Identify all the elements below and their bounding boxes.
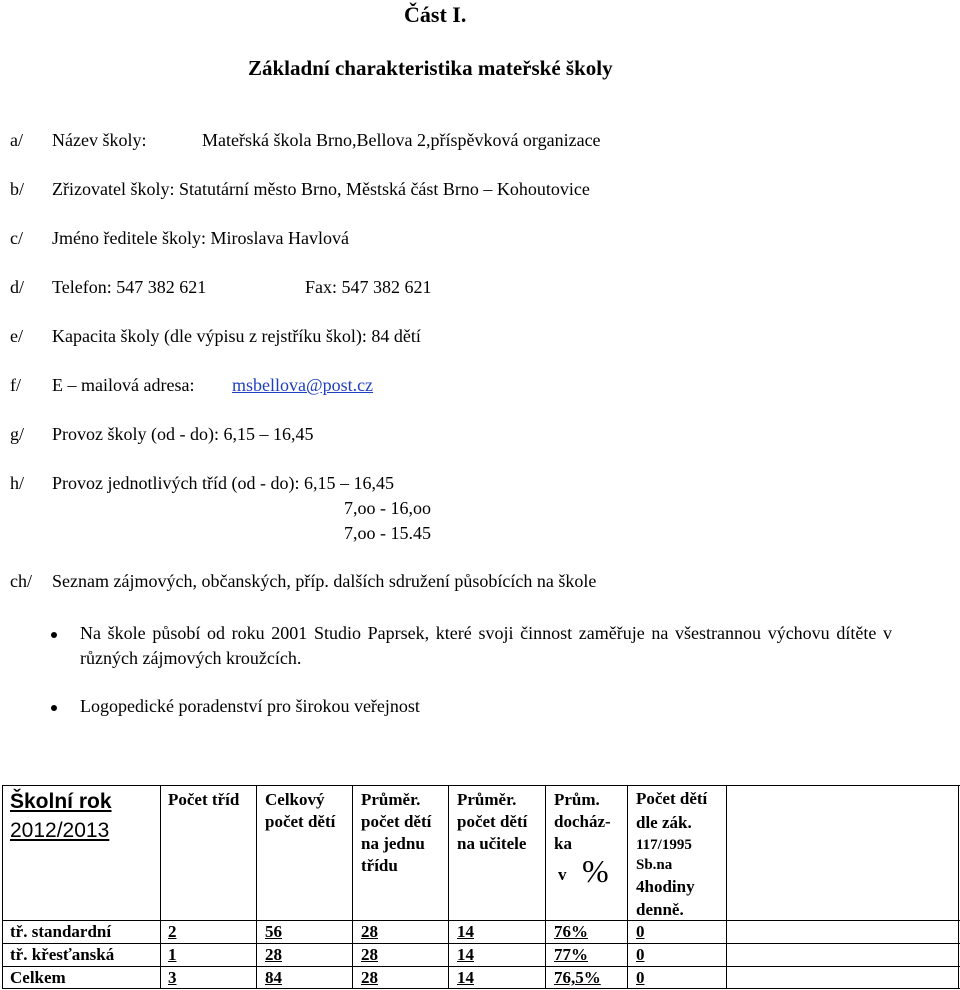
row-standard-classes: 2: [168, 922, 177, 941]
row-standard-special: 0: [636, 922, 645, 941]
header-classes: Počet tříd: [168, 790, 240, 809]
header-special-l4: Sb.na: [636, 857, 673, 873]
table-col-divider: [352, 785, 353, 989]
row-total-attendance: 76,5%: [554, 968, 601, 987]
item-f-label: f/: [10, 375, 21, 395]
header-attendance-v: v: [558, 865, 567, 884]
item-b-label: b/: [10, 179, 25, 199]
item-b-text: Zřizovatel školy: Statutární město Brno, Městská část Brno – Kohoutovice: [52, 179, 590, 199]
row-total-avg-class: 28: [361, 968, 378, 987]
row-christian-total: 28: [265, 945, 282, 964]
item-e-text: Kapacita školy (dle výpisu z rejstříku škol): 84 dětí: [52, 326, 421, 346]
item-d-label: d/: [10, 277, 25, 297]
row-christian-label: tř. křesťanská: [10, 945, 115, 964]
item-h-label: h/: [10, 473, 25, 493]
main-title: Základní charakteristika mateřské školy: [248, 56, 613, 80]
row-standard-avg-class: 28: [361, 922, 378, 941]
item-d-phone: Telefon: 547 382 621: [52, 277, 207, 297]
row-christian-avg-class: 28: [361, 945, 378, 964]
item-a-key: Název školy:: [52, 130, 147, 150]
header-special-l2: dle zák.: [636, 813, 692, 832]
email-link[interactable]: msbellova@post.cz: [232, 375, 374, 395]
row-total-classes: 3: [168, 968, 177, 987]
header-special-l6: denně.: [636, 900, 684, 919]
table-left-border: [2, 785, 3, 989]
row-total-avg-teacher: 14: [457, 968, 474, 987]
table-col-divider: [545, 785, 546, 989]
header-avg-teacher: Průměr. počet dětí na učitele: [457, 790, 528, 853]
statistics-table: [0, 785, 960, 990]
row-standard-attendance: 76%: [554, 922, 588, 941]
row-standard-avg-teacher: 14: [457, 922, 474, 941]
item-ch-text: Seznam zájmových, občanských, příp. dalších sdružení působících na škole: [52, 571, 597, 591]
item-g-label: g/: [10, 424, 25, 444]
header-total: Celkový počet dětí: [265, 790, 336, 831]
item-h-line2: 7,oo - 16,oo: [344, 498, 431, 518]
table-col-divider: [627, 785, 628, 989]
school-year-label: Školní rok: [10, 790, 112, 813]
row-total-label: Celkem: [10, 968, 66, 987]
part-title: Část I.: [404, 2, 467, 27]
item-c-text: Jméno ředitele školy: Miroslava Havlová: [52, 228, 349, 248]
table-col-divider: [726, 785, 727, 989]
row-christian-attendance: 77%: [554, 945, 588, 964]
header-special-l1: Počet dětí: [636, 789, 708, 808]
row-christian-classes: 1: [168, 945, 177, 964]
header-avg-class: Průměr. počet dětí na jednu třídu: [361, 790, 432, 875]
header-special-l3: 117/1995: [636, 837, 692, 853]
item-a-value: Mateřská škola Brno,Bellova 2,příspěvková organizace: [202, 130, 601, 150]
bullet-icon: [51, 632, 57, 638]
table-row-divider: [2, 943, 960, 944]
item-a-label: a/: [10, 130, 23, 150]
header-attendance-percent: %: [582, 853, 609, 889]
item-e-label: e/: [10, 326, 23, 346]
bullet-paragraph-1: Na škole působí od roku 2001 Studio Paprsek, které svoji činnost zaměřuje na všestrannou výchovu dítěte v různých zájmových kroužcích.: [80, 623, 892, 668]
row-standard-label: tř. standardní: [10, 922, 112, 941]
row-christian-special: 0: [636, 945, 645, 964]
item-ch-label: ch/: [10, 571, 32, 591]
table-row-divider: [2, 966, 960, 967]
item-h-line3: 7,oo - 15.45: [344, 523, 431, 543]
header-attendance: Prům. docház- ka: [554, 790, 611, 853]
item-g-text: Provoz školy (od - do): 6,15 – 16,45: [52, 424, 314, 444]
table-row-divider: [2, 920, 960, 921]
item-h-text: Provoz jednotlivých tříd (od - do): 6,15 – 16,45: [52, 473, 394, 493]
row-standard-total: 56: [265, 922, 282, 941]
item-f-text: E – mailová adresa:: [52, 375, 195, 395]
table-col-divider: [256, 785, 257, 989]
table-right-border: [958, 785, 959, 989]
row-total-total: 84: [265, 968, 282, 987]
school-year-value: 2012/2013: [10, 819, 110, 842]
row-total-special: 0: [636, 968, 645, 987]
header-special-l5: 4hodiny: [636, 877, 695, 896]
table-bottom-border: [2, 988, 960, 989]
item-d-fax: Fax: 547 382 621: [305, 277, 432, 297]
row-christian-avg-teacher: 14: [457, 945, 474, 964]
table-col-divider: [448, 785, 449, 989]
bullet-paragraph-2: Logopedické poradenství pro širokou veřejnost: [80, 696, 420, 716]
item-c-label: c/: [10, 228, 23, 248]
bullet-icon: [51, 705, 57, 711]
table-col-divider: [160, 785, 161, 989]
table-top-border: [2, 785, 960, 786]
